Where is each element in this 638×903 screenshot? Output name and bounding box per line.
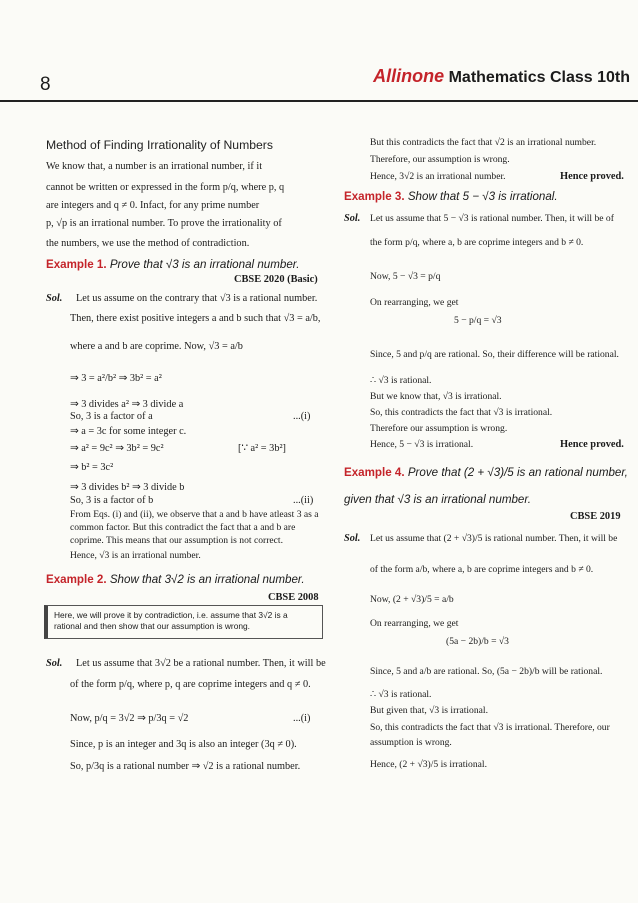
solution-line: So, 3 is a factor of b — [70, 495, 154, 506]
header-rule — [0, 100, 638, 102]
solution-line: Now, 5 − √3 = p/q — [370, 271, 441, 282]
solution-line: So, 3 is a factor of a — [70, 411, 153, 422]
sol-label: Sol. — [46, 293, 63, 304]
solution-line: ∴ √3 is rational. — [370, 375, 432, 386]
equation-number: ...(ii) — [293, 495, 314, 506]
sol-label: Sol. — [344, 213, 361, 224]
sol-label: Sol. — [46, 658, 63, 669]
solution-line: Now, p/q = 3√2 ⇒ p/3q = √2 — [70, 713, 189, 724]
solution-line: Now, (2 + √3)/5 = a/b — [370, 594, 454, 605]
solution-line: ⇒ a² = 9c² ⇒ 3b² = 9c² — [70, 443, 164, 454]
example-1-tag: CBSE 2020 (Basic) — [234, 274, 318, 285]
solution-line: Let us assume that (2 + √3)/5 is rational number. Then, it will be — [370, 533, 618, 544]
brand-logo: Allinone — [373, 66, 445, 86]
solution-line: coprime. This means that our assumption is not correct. — [70, 535, 283, 546]
example-4: Example 4. Prove that (2 + √3)/5 is an rational number, — [344, 466, 628, 479]
intro-line: are integers and q ≠ 0. Infact, for any prime number — [46, 200, 260, 211]
solution-line: the form p/q, where a, b are coprime integers and b ≠ 0. — [370, 237, 584, 248]
solution-line: But this contradicts the fact that √2 is an irrational number. — [370, 137, 597, 148]
reason-note: [∵ a² = 3b²] — [238, 443, 286, 454]
hence-proved: Hence proved. — [560, 171, 624, 182]
solution-line: From Eqs. (i) and (ii), we observe that a and b have atleast 3 as a — [70, 509, 319, 520]
solution-line: So, this contradicts the fact that √3 is irrational. — [370, 407, 553, 418]
solution-line: But given that, √3 is irrational. — [370, 705, 488, 716]
solution-line: So, this contradicts the fact that √3 is irrational. Therefore, our — [370, 722, 610, 733]
section-heading: Method of Finding Irrationality of Numbers — [46, 138, 273, 152]
solution-line: ⇒ 3 divides b² ⇒ 3 divide b — [70, 482, 185, 493]
solution-line: Since, p is an integer and 3q is also an integer (3q ≠ 0). — [70, 739, 297, 750]
solution-line: Therefore our assumption is wrong. — [370, 423, 508, 434]
intro-line: cannot be written or expressed in the form p/q, where p, q — [46, 182, 285, 193]
running-header — [373, 66, 630, 87]
solution-line: Let us assume on the contrary that √3 is a rational number. — [76, 293, 318, 304]
solution-line: of the form p/q, where p, q are coprime integers and q ≠ 0. — [70, 679, 311, 690]
solution-line: ⇒ b² = 3c² — [70, 462, 114, 473]
intro-line: the numbers, we use the method of contradiction. — [46, 238, 250, 249]
solution-line: Therefore, our assumption is wrong. — [370, 154, 510, 165]
intro-line: We know that, a number is an irrational number, if it — [46, 161, 263, 172]
solution-line: On rearranging, we get — [370, 297, 459, 308]
solution-line: assumption is wrong. — [370, 737, 452, 748]
solution-line: Then, there exist positive integers a and b such that √3 = a/b, — [70, 313, 321, 324]
equation-number: ...(i) — [293, 411, 311, 422]
example-2: Example 2. Show that 3√2 is an irrational number. — [46, 573, 305, 586]
example-4-cont: given that √3 is an irrational number. — [344, 493, 532, 506]
solution-line: Since, 5 and a/b are rational. So, (5a − 2b)/b will be rational. — [370, 666, 603, 677]
solution-line: ⇒ 3 divides a² ⇒ 3 divide a — [70, 399, 184, 410]
example-3: Example 3. Show that 5 − √3 is irrational. — [344, 190, 558, 203]
solution-line: Hence, 3√2 is an irrational number. — [370, 171, 506, 182]
equation-number: ...(i) — [293, 713, 311, 724]
example-4-tag: CBSE 2019 — [570, 511, 621, 522]
solution-line: But we know that, √3 is irrational. — [370, 391, 502, 402]
hint-text: Here, we will prove it by contradiction, i.e. assume that 3√2 is a rational and then show that our assumption is wrong. — [54, 610, 288, 631]
solution-line: Let us assume that 3√2 be a rational number. Then, it will be — [76, 658, 326, 669]
solution-line: Hence, √3 is an irrational number. — [70, 550, 201, 561]
solution-line: (5a − 2b)/b = √3 — [446, 636, 509, 647]
solution-line: Since, 5 and p/q are rational. So, their difference will be rational. — [370, 349, 619, 360]
page-number: 8 — [40, 74, 51, 95]
solution-line: Hence, 5 − √3 is irrational. — [370, 439, 474, 450]
solution-line: where a and b are coprime. Now, √3 = a/b — [70, 341, 243, 352]
solution-line: Hence, (2 + √3)/5 is irrational. — [370, 759, 487, 770]
intro-line: p, √p is an irrational number. To prove the irrationality of — [46, 218, 282, 229]
example-2-tag: CBSE 2008 — [268, 592, 319, 603]
solution-line: 5 − p/q = √3 — [454, 315, 502, 326]
solution-line: On rearranging, we get — [370, 618, 459, 629]
solution-line: ∴ √3 is rational. — [370, 689, 432, 700]
solution-line: Let us assume that 5 − √3 is rational number. Then, it will be of — [370, 213, 614, 224]
solution-line: So, p/3q is a rational number ⇒ √2 is a rational number. — [70, 761, 301, 772]
sol-label: Sol. — [344, 533, 361, 544]
book-title: Mathematics Class 10th — [448, 69, 630, 86]
example-1: Example 1. Prove that √3 is an irrational number. — [46, 258, 300, 271]
solution-line: ⇒ 3 = a²/b² ⇒ 3b² = a² — [70, 373, 162, 384]
solution-line: common factor. But this contradict the fact that a and b are — [70, 522, 296, 533]
solution-line: ⇒ a = 3c for some integer c. — [70, 426, 187, 437]
solution-line: of the form a/b, where a, b are coprime integers and b ≠ 0. — [370, 564, 594, 575]
hence-proved: Hence proved. — [560, 439, 624, 450]
